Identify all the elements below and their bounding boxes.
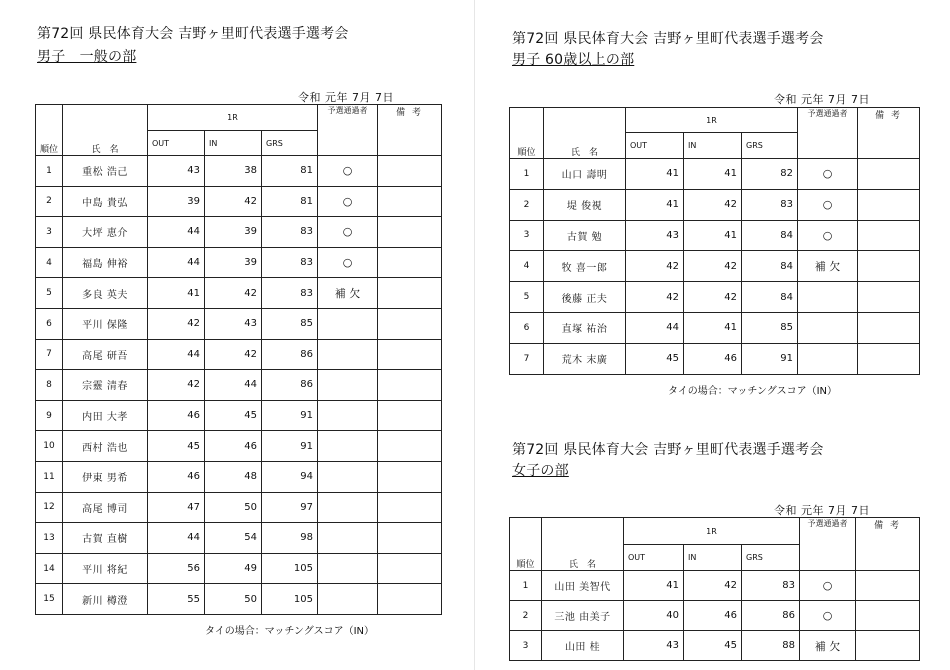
- remarks-cell: [858, 251, 920, 282]
- table-row: [36, 461, 442, 492]
- in-score-cell: 42: [684, 571, 742, 601]
- gross-score-cell: 91: [262, 400, 318, 431]
- rank-cell: 2: [36, 186, 63, 217]
- qualifier-cell: ○: [798, 220, 858, 251]
- header-grs: GRS: [742, 545, 800, 571]
- in-score-cell: 39: [205, 247, 262, 278]
- qualifier-cell: [318, 461, 378, 492]
- rank-cell: 2: [510, 601, 542, 631]
- gross-score-cell: 83: [742, 571, 800, 601]
- rank-cell: 3: [36, 217, 63, 248]
- gross-score-cell: 81: [262, 186, 318, 217]
- header-remarks: 備 考: [858, 108, 920, 159]
- header-name: 氏 名: [542, 518, 624, 571]
- header-qualifier: 予選通過者: [798, 108, 858, 159]
- remarks-cell: [378, 217, 442, 248]
- rank-cell: 5: [36, 278, 63, 309]
- in-score-cell: 54: [205, 523, 262, 554]
- table-row: [36, 400, 442, 431]
- in-score-cell: 50: [205, 492, 262, 523]
- table-row: [36, 523, 442, 554]
- name-cell: 宗靈 清春: [63, 370, 148, 401]
- in-score-cell: 41: [684, 312, 742, 343]
- remarks-cell: [378, 553, 442, 584]
- rank-cell: 6: [510, 312, 544, 343]
- out-score-cell: 46: [148, 461, 205, 492]
- in-score-cell: 42: [205, 278, 262, 309]
- rank-cell: 2: [510, 189, 544, 220]
- header-round: 1R: [148, 105, 318, 131]
- header-in: IN: [205, 131, 262, 156]
- name-cell: 高尾 博司: [63, 492, 148, 523]
- name-cell: 内田 大孝: [63, 400, 148, 431]
- table-row: [36, 278, 442, 309]
- name-cell: 平川 保隆: [63, 308, 148, 339]
- out-score-cell: 44: [148, 523, 205, 554]
- table-row: [510, 189, 920, 220]
- qualifier-cell: [318, 553, 378, 584]
- qualifier-cell: ○: [318, 247, 378, 278]
- out-score-cell: 41: [624, 571, 684, 601]
- out-score-cell: 56: [148, 553, 205, 584]
- gross-score-cell: 86: [262, 339, 318, 370]
- header-in: IN: [684, 545, 742, 571]
- name-cell: 福島 伸裕: [63, 247, 148, 278]
- gross-score-cell: 83: [262, 278, 318, 309]
- out-score-cell: 47: [148, 492, 205, 523]
- in-score-cell: 46: [684, 343, 742, 374]
- header-name: 氏 名: [63, 105, 148, 156]
- men-60-subtitle: 男子 60歳以上の部: [512, 52, 635, 68]
- header-out: OUT: [148, 131, 205, 156]
- table-row: [510, 220, 920, 251]
- in-score-cell: 49: [205, 553, 262, 584]
- remarks-cell: [856, 631, 920, 661]
- out-score-cell: 42: [148, 308, 205, 339]
- rank-cell: 3: [510, 631, 542, 661]
- name-cell: 新川 樽澄: [63, 584, 148, 615]
- out-score-cell: 55: [148, 584, 205, 615]
- rank-cell: 7: [510, 343, 544, 374]
- out-score-cell: 44: [148, 247, 205, 278]
- name-cell: 西村 浩也: [63, 431, 148, 462]
- in-score-cell: 46: [205, 431, 262, 462]
- qualifier-cell: 補 欠: [318, 278, 378, 309]
- men-60-table: [509, 107, 920, 375]
- out-score-cell: 41: [626, 159, 684, 190]
- table-row: [36, 217, 442, 248]
- remarks-cell: [858, 282, 920, 313]
- qualifier-cell: [318, 431, 378, 462]
- table-row: [36, 247, 442, 278]
- in-score-cell: 42: [684, 251, 742, 282]
- remarks-cell: [378, 370, 442, 401]
- rank-cell: 14: [36, 553, 63, 584]
- qualifier-cell: [318, 523, 378, 554]
- in-score-cell: 41: [684, 159, 742, 190]
- name-cell: 山口 壽明: [544, 159, 626, 190]
- name-cell: 後藤 正夫: [544, 282, 626, 313]
- out-score-cell: 46: [148, 400, 205, 431]
- men-general-tie-note: タイの場合：マッチングスコア（IN）: [205, 626, 375, 637]
- header-rank: 順位: [510, 108, 544, 159]
- men-60-tie-note: タイの場合：マッチングスコア（IN）: [668, 386, 838, 397]
- out-score-cell: 43: [624, 631, 684, 661]
- name-cell: 直塚 祐治: [544, 312, 626, 343]
- in-score-cell: 39: [205, 217, 262, 248]
- header-qualifier: 予選通過者: [318, 105, 378, 156]
- out-score-cell: 42: [626, 282, 684, 313]
- table-row: [36, 431, 442, 462]
- remarks-cell: [378, 400, 442, 431]
- name-cell: 重松 浩己: [63, 156, 148, 187]
- left-page: [0, 0, 470, 670]
- gross-score-cell: 83: [742, 189, 798, 220]
- rank-cell: 7: [36, 339, 63, 370]
- gross-score-cell: 105: [262, 553, 318, 584]
- qualifier-cell: ○: [798, 159, 858, 190]
- remarks-cell: [378, 584, 442, 615]
- men-general-table: [35, 104, 442, 615]
- qualifier-cell: ○: [318, 186, 378, 217]
- out-score-cell: 43: [148, 156, 205, 187]
- gross-score-cell: 82: [742, 159, 798, 190]
- in-score-cell: 50: [205, 584, 262, 615]
- remarks-cell: [378, 523, 442, 554]
- qualifier-cell: [318, 400, 378, 431]
- in-score-cell: 43: [205, 308, 262, 339]
- in-score-cell: 42: [684, 282, 742, 313]
- qualifier-cell: [318, 492, 378, 523]
- gross-score-cell: 84: [742, 282, 798, 313]
- qualifier-cell: ○: [800, 601, 856, 631]
- in-score-cell: 41: [684, 220, 742, 251]
- rank-cell: 6: [36, 308, 63, 339]
- rank-cell: 8: [36, 370, 63, 401]
- header-qualifier: 予選通過者: [800, 518, 856, 571]
- in-score-cell: 42: [205, 186, 262, 217]
- rank-cell: 11: [36, 461, 63, 492]
- qualifier-cell: 補 欠: [800, 631, 856, 661]
- remarks-cell: [378, 492, 442, 523]
- table-row: [510, 251, 920, 282]
- qualifier-cell: ○: [318, 217, 378, 248]
- page-divider: [474, 0, 475, 670]
- remarks-cell: [378, 247, 442, 278]
- header-remarks: 備 考: [856, 518, 920, 571]
- header-round: 1R: [624, 518, 800, 545]
- gross-score-cell: 81: [262, 156, 318, 187]
- table-row: [510, 571, 920, 601]
- in-score-cell: 46: [684, 601, 742, 631]
- remarks-cell: [856, 601, 920, 631]
- name-cell: 堤 俊視: [544, 189, 626, 220]
- gross-score-cell: 98: [262, 523, 318, 554]
- name-cell: 伊東 男希: [63, 461, 148, 492]
- out-score-cell: 45: [148, 431, 205, 462]
- remarks-cell: [858, 312, 920, 343]
- qualifier-cell: [798, 343, 858, 374]
- rank-cell: 5: [510, 282, 544, 313]
- rank-cell: 13: [36, 523, 63, 554]
- out-score-cell: 44: [148, 217, 205, 248]
- table-row: [36, 584, 442, 615]
- name-cell: 山田 桂: [542, 631, 624, 661]
- gross-score-cell: 86: [262, 370, 318, 401]
- remarks-cell: [378, 431, 442, 462]
- qualifier-cell: [798, 282, 858, 313]
- women-subtitle: 女子の部: [512, 463, 569, 479]
- table-row: [36, 492, 442, 523]
- remarks-cell: [378, 308, 442, 339]
- rank-cell: 4: [510, 251, 544, 282]
- gross-score-cell: 105: [262, 584, 318, 615]
- rank-cell: 1: [510, 159, 544, 190]
- men-general-date: 令和 元年 7月 7日: [298, 91, 394, 104]
- name-cell: 山田 美智代: [542, 571, 624, 601]
- men-60-date: 令和 元年 7月 7日: [774, 93, 870, 106]
- header-rank: 順位: [510, 518, 542, 571]
- rank-cell: 9: [36, 400, 63, 431]
- table-row: [36, 308, 442, 339]
- rank-cell: 1: [510, 571, 542, 601]
- out-score-cell: 41: [626, 189, 684, 220]
- table-row: [510, 159, 920, 190]
- out-score-cell: 41: [148, 278, 205, 309]
- gross-score-cell: 83: [262, 217, 318, 248]
- table-row: [36, 156, 442, 187]
- rank-cell: 15: [36, 584, 63, 615]
- rank-cell: 12: [36, 492, 63, 523]
- gross-score-cell: 86: [742, 601, 800, 631]
- header-round: 1R: [626, 108, 798, 133]
- name-cell: 大坪 恵介: [63, 217, 148, 248]
- table-row: [510, 282, 920, 313]
- out-score-cell: 44: [148, 339, 205, 370]
- gross-score-cell: 84: [742, 251, 798, 282]
- name-cell: 中島 貴弘: [63, 186, 148, 217]
- rank-cell: 1: [36, 156, 63, 187]
- gross-score-cell: 84: [742, 220, 798, 251]
- table-row: [36, 553, 442, 584]
- table-row: [36, 186, 442, 217]
- in-score-cell: 48: [205, 461, 262, 492]
- table-row: [510, 631, 920, 661]
- remarks-cell: [858, 159, 920, 190]
- header-rank: 順位: [36, 105, 63, 156]
- in-score-cell: 44: [205, 370, 262, 401]
- in-score-cell: 45: [205, 400, 262, 431]
- in-score-cell: 45: [684, 631, 742, 661]
- remarks-cell: [378, 461, 442, 492]
- table-row: [510, 343, 920, 374]
- name-cell: 古賀 勉: [544, 220, 626, 251]
- remarks-cell: [856, 571, 920, 601]
- table-row: [510, 312, 920, 343]
- header-in: IN: [684, 133, 742, 159]
- women-title: 第72回 県民体育大会 吉野ヶ里町代表選手選考会: [512, 442, 824, 458]
- table-row: [36, 339, 442, 370]
- header-out: OUT: [624, 545, 684, 571]
- gross-score-cell: 85: [742, 312, 798, 343]
- qualifier-cell: [318, 584, 378, 615]
- out-score-cell: 42: [626, 251, 684, 282]
- men-60-title: 第72回 県民体育大会 吉野ヶ里町代表選手選考会: [512, 31, 824, 47]
- gross-score-cell: 85: [262, 308, 318, 339]
- rank-cell: 4: [36, 247, 63, 278]
- name-cell: 三池 由美子: [542, 601, 624, 631]
- header-remarks: 備 考: [378, 105, 442, 156]
- remarks-cell: [378, 339, 442, 370]
- header-grs: GRS: [262, 131, 318, 156]
- out-score-cell: 43: [626, 220, 684, 251]
- name-cell: 平川 将紀: [63, 553, 148, 584]
- qualifier-cell: [318, 339, 378, 370]
- gross-score-cell: 91: [742, 343, 798, 374]
- men-general-subtitle: 男子 一般の部: [37, 49, 137, 65]
- qualifier-cell: [318, 308, 378, 339]
- men-general-title: 第72回 県民体育大会 吉野ヶ里町代表選手選考会: [37, 26, 349, 42]
- remarks-cell: [378, 156, 442, 187]
- remarks-cell: [858, 189, 920, 220]
- qualifier-cell: [318, 370, 378, 401]
- remarks-cell: [858, 343, 920, 374]
- name-cell: 多良 英夫: [63, 278, 148, 309]
- header-name: 氏 名: [544, 108, 626, 159]
- remarks-cell: [378, 186, 442, 217]
- qualifier-cell: ○: [798, 189, 858, 220]
- qualifier-cell: ○: [800, 571, 856, 601]
- rank-cell: 10: [36, 431, 63, 462]
- rank-cell: 3: [510, 220, 544, 251]
- header-grs: GRS: [742, 133, 798, 159]
- qualifier-cell: ○: [318, 156, 378, 187]
- gross-score-cell: 97: [262, 492, 318, 523]
- out-score-cell: 40: [624, 601, 684, 631]
- out-score-cell: 44: [626, 312, 684, 343]
- name-cell: 牧 喜一郎: [544, 251, 626, 282]
- out-score-cell: 42: [148, 370, 205, 401]
- gross-score-cell: 88: [742, 631, 800, 661]
- remarks-cell: [378, 278, 442, 309]
- name-cell: 高尾 研吾: [63, 339, 148, 370]
- name-cell: 古賀 直樹: [63, 523, 148, 554]
- right-page: [478, 0, 950, 670]
- gross-score-cell: 91: [262, 431, 318, 462]
- gross-score-cell: 94: [262, 461, 318, 492]
- women-date: 令和 元年 7月 7日: [774, 504, 870, 517]
- gross-score-cell: 83: [262, 247, 318, 278]
- qualifier-cell: [798, 312, 858, 343]
- header-out: OUT: [626, 133, 684, 159]
- in-score-cell: 42: [205, 339, 262, 370]
- in-score-cell: 42: [684, 189, 742, 220]
- name-cell: 荒木 末廣: [544, 343, 626, 374]
- women-table: [509, 517, 920, 661]
- remarks-cell: [858, 220, 920, 251]
- table-row: [36, 370, 442, 401]
- qualifier-cell: 補 欠: [798, 251, 858, 282]
- in-score-cell: 38: [205, 156, 262, 187]
- out-score-cell: 39: [148, 186, 205, 217]
- table-row: [510, 601, 920, 631]
- out-score-cell: 45: [626, 343, 684, 374]
